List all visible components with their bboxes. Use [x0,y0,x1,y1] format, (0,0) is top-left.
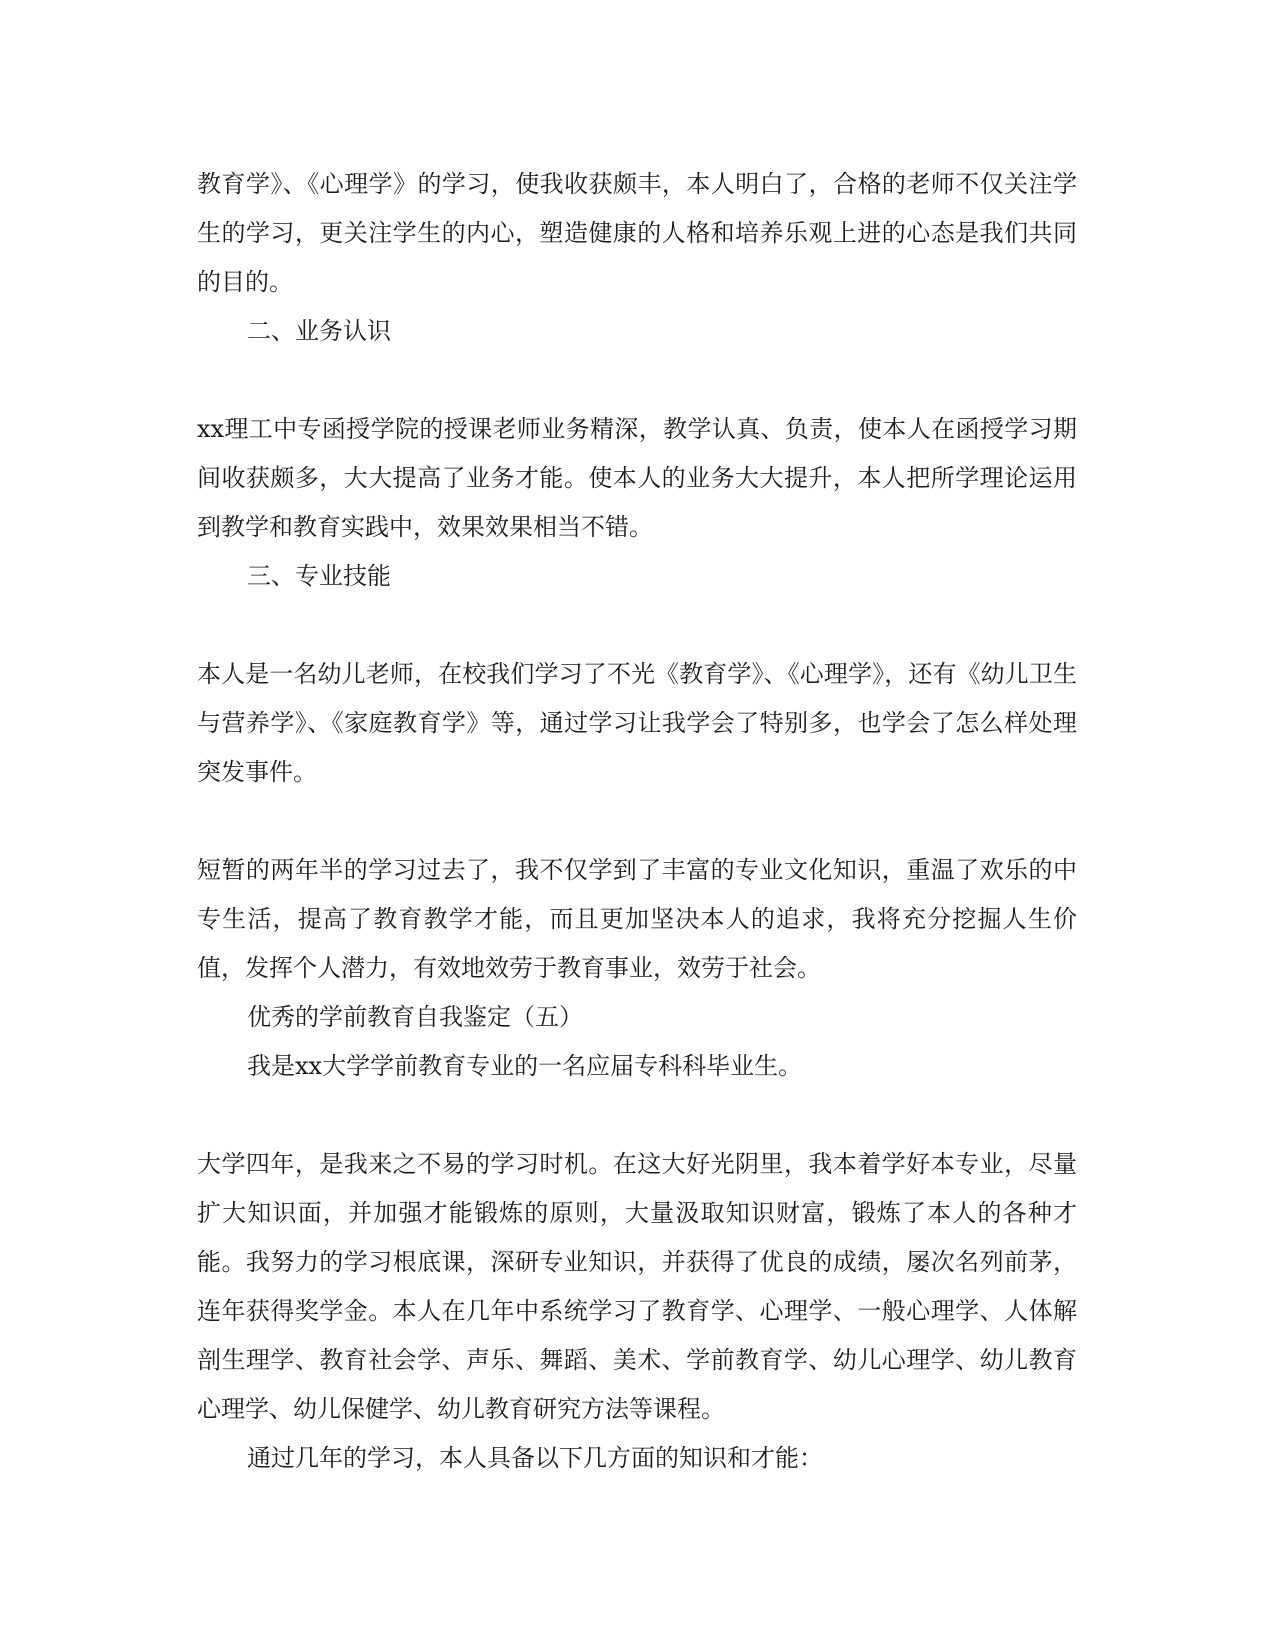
section-title: 优秀的学前教育自我鉴定（五） [247,1003,583,1031]
paragraph: xx理工中专函授学院的授课老师业务精深，教学认真、负责，使本人在函授学习期间收获颇多，大大提高了业务才能。使本人的业务大大提升，本人把所学理论运用到教学和教育实践中，效果效果相当不错。 [197,415,1077,541]
document-body [197,160,1077,1483]
section-heading: 三、专业技能 [247,562,391,590]
paragraph: 大学四年，是我来之不易的学习时机。在这大好光阴里，我本着学好本专业，尽量扩大知识面，并加强才能锻炼的原则，大量汲取知识财富，锻炼了本人的各种才能。我努力的学习根底课，深研专业知识，并获得了优良的成绩，屡次名列前茅，连年获得奖学金。本人在几年中系统学习了教育学、心理学、一般心理学、人体解剖生理学、教育社会学、声乐、舞蹈、美术、学前教育学、幼儿心理学、幼儿教育心理学、幼儿保健学、幼儿教育研究方法等课程。 [197,1150,1077,1423]
paragraph: 短暂的两年半的学习过去了，我不仅学到了丰富的专业文化知识，重温了欢乐的中专生活，提高了教育教学才能，而且更加坚决本人的追求，我将充分挖掘人生价值，发挥个人潜力，有效地效劳于教育事业，效劳于社会。 [197,856,1077,982]
paragraph: 通过几年的学习，本人具备以下几方面的知识和才能： [247,1444,823,1472]
section-heading: 二、业务认识 [247,317,391,345]
paragraph: 教育学》、《心理学》的学习，使我收获颇丰，本人明白了，合格的老师不仅关注学生的学习，更关注学生的内心，塑造健康的人格和培养乐观上进的心态是我们共同的目的。 [197,170,1077,296]
paragraph: 本人是一名幼儿老师，在校我们学习了不光《教育学》、《心理学》，还有《幼儿卫生与营养学》、《家庭教育学》等，通过学习让我学会了特别多，也学会了怎么样处理突发事件。 [197,660,1077,786]
paragraph: 我是xx大学学前教育专业的一名应届专科科毕业生。 [247,1052,803,1080]
